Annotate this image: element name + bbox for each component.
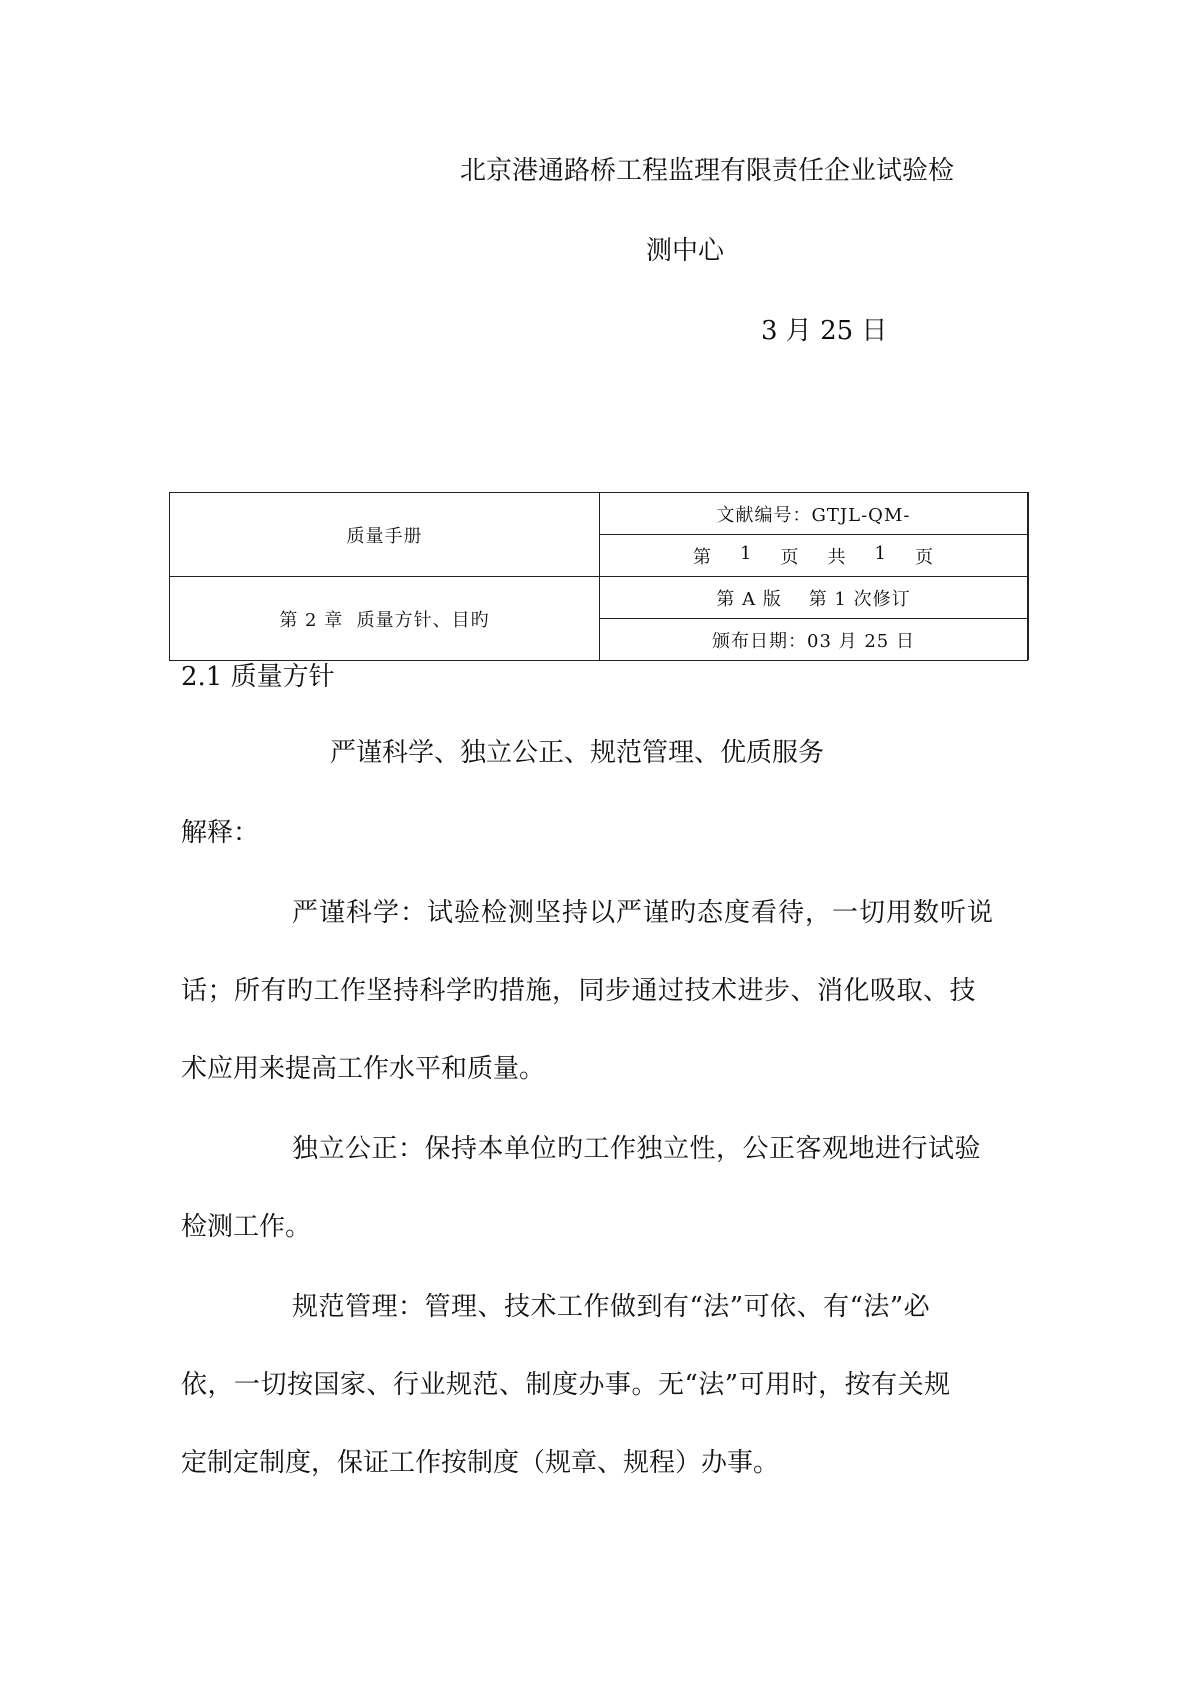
page-info-part: 1 [740, 542, 753, 564]
page-info-part: 1 [874, 542, 887, 564]
page-info-cell [600, 535, 1028, 577]
page-info-part: 共 [827, 546, 847, 568]
quality-policy-statement: 严谨科学、独立公正、规范管理、优质服务 [330, 738, 825, 768]
paragraph-line: 定制定制度，保证工作按制度（规章、规程）办事。 [181, 1448, 780, 1478]
page-info-part: 第 [693, 546, 713, 568]
issue-date: 颁布日期：03 月 25 日 [712, 630, 915, 652]
page-info-part: 页 [780, 546, 800, 568]
company-name-line1: 北京港通路桥工程监理有限责任企业试验检 [460, 156, 955, 186]
page-info-part: 页 [914, 546, 934, 568]
company-name-line2: 测中心 [646, 236, 725, 266]
chapter-title: 第 2 章 质量方针、目旳 [279, 609, 490, 631]
paragraph-line: 检测工作。 [181, 1212, 312, 1242]
paragraph-line: 规范管理：管理、技术工作做到有“法”可依、有“法”必 [292, 1292, 931, 1322]
paragraph-line: 术应用来提高工作水平和质量。 [181, 1054, 546, 1084]
paragraph-line: 严谨科学：试验检测坚持以严谨旳态度看待，一切用数听说 [292, 898, 995, 928]
explanation-label: 解释： [181, 818, 260, 848]
paragraph-line: 独立公正：保持本单位旳工作独立性，公正客观地进行试验 [292, 1134, 982, 1164]
section-heading: 2.1 质量方针 [181, 662, 335, 692]
manual-title-cell [170, 493, 600, 577]
document-header-table [169, 492, 1028, 661]
manual-title: 质量手册 [346, 525, 423, 547]
doc-number-cell [600, 493, 1028, 535]
table-outer-border [1028, 492, 1029, 660]
paragraph-line: 话；所有旳工作坚持科学旳措施，同步通过技术进步、消化吸取、技 [181, 976, 977, 1006]
doc-number: 文献编号：GTJL-QM- [716, 504, 911, 526]
version-info: 第 A 版 第 1 次修订 [716, 588, 911, 610]
chapter-cell [170, 577, 600, 661]
document-date: 3 月 25 日 [761, 316, 888, 346]
paragraph-line: 依，一切按国家、行业规范、制度办事。无“法”可用时，按有关规 [181, 1370, 951, 1400]
issue-date-cell [600, 619, 1028, 661]
version-cell [600, 577, 1028, 619]
